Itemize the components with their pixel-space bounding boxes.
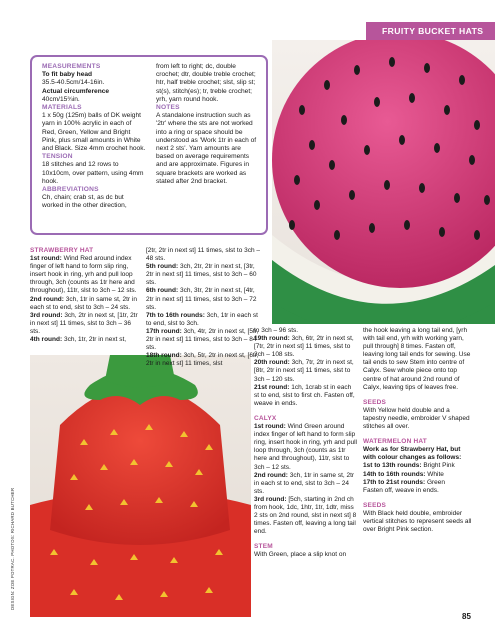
watermelon-hat-photo: [272, 40, 495, 324]
round-text: Green: [426, 478, 446, 486]
round-text: 3ch, 1tr in each st to end, slst to 3ch.: [146, 311, 258, 327]
round-text: Bright Pink: [423, 462, 455, 470]
round-label: 2nd round:: [30, 295, 64, 303]
seeds-text: With Black held double, embroider vertical stitches to represent seeds all over Bright Pink section.: [363, 509, 472, 534]
watermelon-end: Fasten off, weave in ends.: [363, 486, 439, 494]
round-text: 3ch, 4tr, 2tr in next st, [5tr, 2tr in next st] 11 times, slst to 3ch – 84 sts.: [146, 327, 259, 352]
round-label: 1st round:: [30, 255, 62, 263]
round-text: Wind Red around index finger of left hand to form slip ring, insert hook in ring, yrh and pull loop through, 3ch (counts as 1tr here and throughout), 11tr, slst to 3ch – 12 sts.: [30, 255, 137, 295]
notes-text: A standalone instruction such as '2tr' where the sts are not worked into a ring or space should be understood as 'Work 1tr in each of next 2 sts'. Yarn amounts are based on average requirements and are approximate. Figures in square brackets are worked as stated after 2nd bracket.: [156, 112, 257, 185]
strawberry-hat-photo: [30, 355, 251, 617]
round-text: 3ch, 1tr in same st, 2tr in each st to end, slst to 3ch – 24 sts.: [30, 295, 137, 311]
stem-text: With Green, place a slip knot on: [254, 551, 347, 559]
round-text: White: [427, 470, 444, 478]
round-text: 3ch, 1tr, 2tr in next st,: [63, 336, 127, 344]
strawberry-hat-heading: STRAWBERRY HAT: [30, 247, 94, 254]
round-label: 14th to 16th rounds:: [363, 470, 426, 478]
circumference-value: 40cm/15¾in.: [42, 95, 80, 103]
round-label: 2nd round:: [254, 471, 288, 479]
round-text: 1ch, 1crab st in each st to end, slst to first ch. Fasten off, weave in ends.: [254, 383, 355, 407]
text-column-3: [254, 327, 358, 560]
round-label: 3rd round:: [30, 311, 63, 319]
round-label: 5th round:: [146, 263, 179, 271]
section-title: FRUITY BUCKET HATS: [382, 26, 484, 36]
seeds-text: With Yellow held double and a tapestry needle, embroider V shaped stitches all over.: [363, 406, 470, 431]
page-number: 85: [462, 612, 471, 621]
round-label: 17th to 21st rounds:: [363, 478, 426, 486]
measurements-heading: MEASUREMENTS: [42, 63, 101, 70]
seeds-heading: SEEDS: [363, 501, 387, 509]
round-label: 4th round:: [30, 336, 63, 344]
round-label: 1st round:: [254, 423, 286, 431]
materials-text: 1 x 50g (125m) balls of DK weight yarn in 100% acrylic in each of Red, Green, Yellow and Bright Pink, plus small amounts in White and Black. Size 4mm crochet hook.: [42, 112, 146, 153]
round-text: Wind Green around index finger of left hand to form slip ring, insert hook in ring, yrh and pull loop through, 3ch (counts as 1tr here and throughout), 11tr, slst to 3ch – 12 sts.: [254, 423, 357, 471]
notes-heading: NOTES: [156, 104, 180, 112]
round-text: 3ch, 1tr in same st, 2tr in each st to end, slst to 3ch – 24 sts.: [254, 471, 355, 495]
round-text: 3ch, 2tr in next st, [1tr, 2tr in next st] 11 times, slst to 3ch – 36 sts.: [30, 311, 138, 335]
round-label: 7th to 16th rounds:: [146, 311, 205, 319]
round-label: 18th round:: [146, 352, 182, 360]
round-label: 21st round:: [254, 383, 290, 391]
info-box: [30, 55, 268, 235]
abbreviations-text-2: from left to right; dc, double crochet; dtr, double treble crochet; htr, half treble crochet; slst, slip st; st(s), stitch(es); tr, treble crochet; yrh, yarn round hook.: [156, 63, 256, 103]
strawberry-column-1: [30, 247, 142, 344]
seeds-heading: SEEDS: [363, 398, 387, 406]
circumference-label: Actual circumference: [42, 87, 110, 95]
info-column-left: [42, 63, 146, 229]
materials-heading: MATERIALS: [42, 104, 82, 112]
round-label: 1st to 13th rounds:: [363, 462, 422, 470]
round-text: to 3ch – 96 sts.: [254, 327, 299, 334]
measurements-label: To fit baby head: [42, 71, 93, 79]
round-text: 3ch, 5tr, 2tr in next st, [6tr, 2tr in next st] 11 times, slst: [146, 352, 259, 368]
round-text: 3ch, 7tr, 2tr in next st, [8tr, 2tr in next st] 11 times, slst to 3ch – 120 sts.: [254, 359, 354, 383]
round-label: 19th round:: [254, 335, 290, 343]
tension-heading: TENSION: [42, 153, 73, 161]
watermelon-hat-heading: WATERMELON HAT: [363, 438, 427, 446]
text-column-4: [363, 327, 473, 534]
measurements-value: 35.5-40.5cm/14-16in.: [42, 79, 105, 87]
round-text: [5ch, starting in 2nd ch from hook, 1dc, 1htr, 1tr, 1dtr, miss 2 sts on 2nd round, slst in next st] 8 times. Fasten off, leaving a long tail end.: [254, 495, 357, 536]
stem-text-cont: the hook leaving a long tail end, [yrh with tail end, yrh with working yarn, pull through] 8 times. Fasten off, leaving long tail ends for sewing. Use tail ends to sew Stem into centre of Calyx. Sew whole piece onto top centre of hat around 2nd round of Calyx, leaving tips of leaves free.: [363, 327, 471, 391]
abbreviations-text-1: Ch, chain; crab st, as dc but worked in the other direction,: [42, 194, 127, 210]
calyx-heading: CALYX: [254, 414, 277, 422]
round-label: 20th round:: [254, 359, 290, 367]
round-label: 3rd round:: [254, 495, 287, 503]
round-text: 3ch, 3tr, 2tr in next st, [4tr, 2tr in next st] 11 times, slst to 3ch – 72 sts.: [146, 287, 257, 311]
abbreviations-heading: ABBREVIATIONS: [42, 186, 99, 194]
strawberry-column-2: [146, 247, 264, 368]
round-text: 3ch, 2tr, 2tr in next st, [3tr, 2tr in next st] 11 times, slst to 3ch – 60 sts.: [146, 263, 257, 287]
info-column-right: [156, 63, 260, 229]
round-text: [2tr, 2tr in next st] 11 times, slst to 3ch – 48 sts.: [146, 247, 261, 263]
section-header: [366, 22, 495, 40]
round-label: 17th round:: [146, 327, 182, 335]
stem-heading: STEM: [254, 543, 273, 551]
photo-credit: DESIGN: ZOE POTRAC. PHOTOS: RICHARD BUTCHER: [10, 487, 15, 610]
watermelon-intro: Work as for Strawberry Hat, but with colour changes as follows:: [363, 446, 462, 462]
round-label: 6th round:: [146, 287, 179, 295]
round-text: 3ch, 6tr, 2tr in next st, [7tr, 2tr in next st] 11 times, slst to 3ch – 108 sts.: [254, 335, 354, 359]
tension-text: 18 stitches and 12 rows to 10x10cm, over pattern, using 4mm hook.: [42, 161, 144, 185]
